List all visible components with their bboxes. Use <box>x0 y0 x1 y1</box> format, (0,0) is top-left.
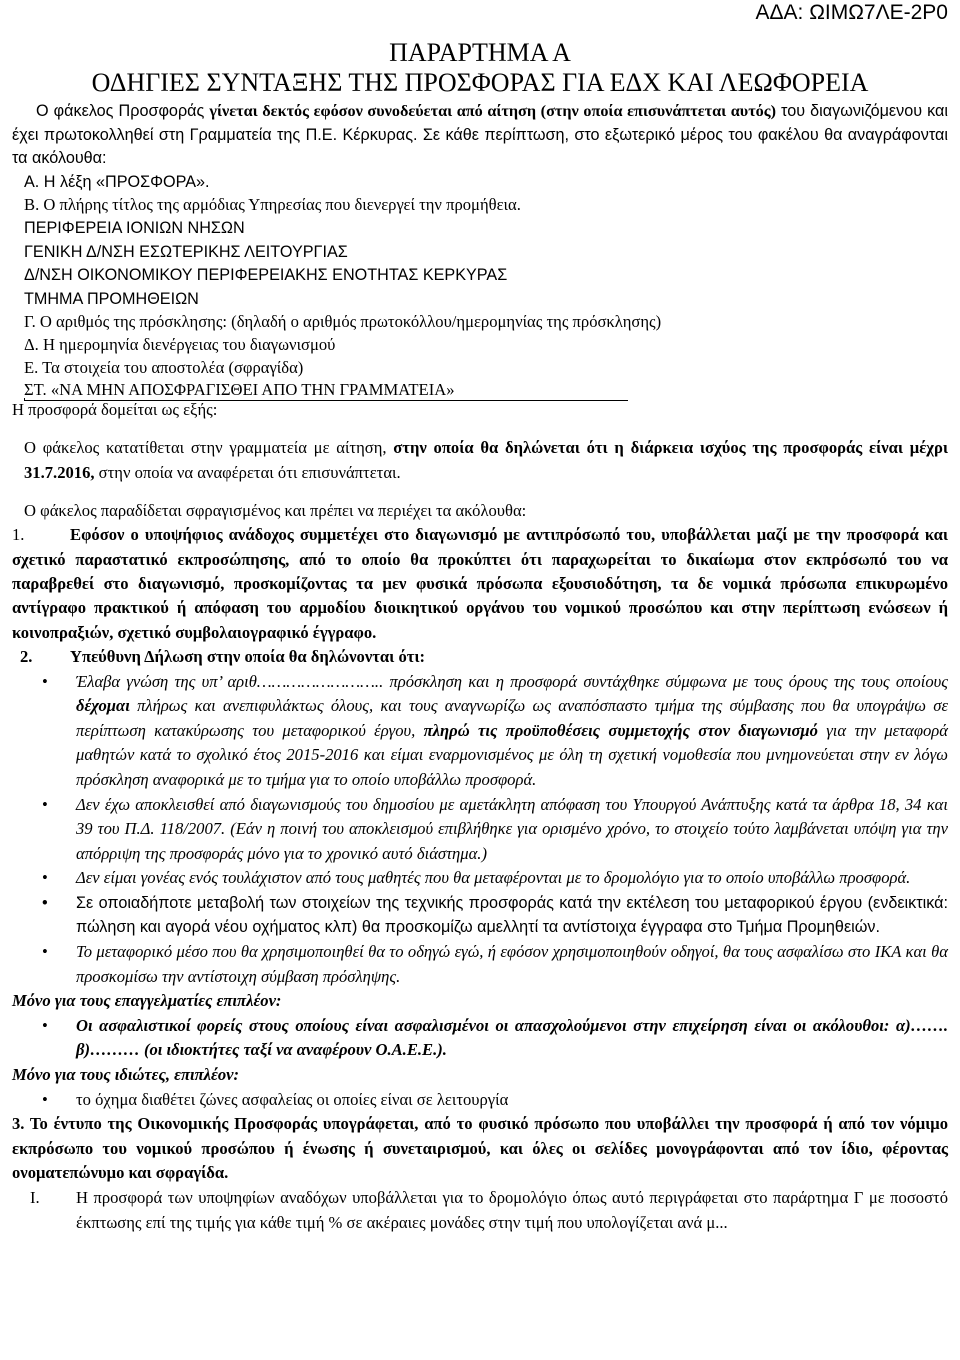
envelope-item-a: Α. Η λέξη «ΠΡΟΣΦΟΡΑ». <box>24 172 210 191</box>
delivery-line: Ο φάκελος παραδίδεται σφραγισμένος και πρέπει να περιέχει τα ακόλουθα: <box>24 500 527 520</box>
envelope-item-d: Δ. Η ημερομηνία διενέργειας του διαγωνισμού <box>24 334 336 354</box>
envelope-item-st: ΣΤ. «ΝΑ ΜΗΝ ΑΠΟΣΦΡΑΓΙΣΘΕΙ ΑΠΟ ΤΗΝ ΓΡΑΜΜΑΤΕΙΑ» <box>24 380 455 400</box>
item-3-paragraph: 3. Το έντυπο της Οικονομικής Προσφοράς υπογράφεται, από το φυσικό πρόσωπο που υποβάλλει την προσφορά ή από τον νόμιμο εκπρόσωπο του νομικού προσώπου ή ένωσης ή συνεταιρισμού, και όλες οι σελίδες μονογράφονται από τον ίδιο, φέροντας ονοματεπώνυμο και σφραγίδα. <box>12 1114 948 1183</box>
org-line-finance: Δ/ΝΣΗ ΟΙΚΟΝΟΜΙΚΟΥ ΠΕΡΙΦΕΡΕΙΑΚΗΣ ΕΝΟΤΗΤΑΣ ΚΕΡΚΥΡΑΣ <box>24 266 508 285</box>
submission-paragraph: Ο φάκελος κατατίθεται στην γραμματεία με αίτηση, στην οποία θα δηλώνεται ότι η διάρκεια ισχύος της προσφοράς είναι μέχρι 31.7.2016, στην οποία να αναφέρεται ότι επισυνάπτεται. <box>24 438 948 482</box>
declaration-bullet-1: • Έλαβα γνώση της υπ’ αριθ…………………….. πρόσκληση και η προσφορά συντάχθηκε σύμφωνα με τους όρους της τους οποίους δέχομαι πλήρως και ανεπιφυλάκτως όλους, και τους αναγνωρίζω ως αναπόσπαστο τμήμα της σύμβασης που θα υπογράψω σε περίπτωση κατακύρωσης του μεταφορικού έργου, πληρώ τις προϋποθέσεις συμμετοχής στον διαγωνισμό για την μεταφορά μαθητών κατά το σχολικό έτος 2015-2016 και είμαι εναρμονισμένος με όλη τη σχετική νομοθεσία που μνημονεύεται στην εν λόγω πρόσκληση αναφορικά με το τμήμα για το οποίο υποβάλλω προσφορά. <box>42 671 948 789</box>
declaration-bullet-5: • Το μεταφορικό μέσο που θα χρησιμοποιηθεί θα το οδηγώ εγώ, ή εφόσον χρησιμοποιηθούν οδηγοί, θα τους ασφαλίσω στο ΙΚΑ και θα προσκομίσω την αντίστοιχη σύμβαση πρόσληψης. <box>42 942 948 986</box>
envelope-item-g: Γ. Ο αριθμός της πρόσκλησης: (δηλαδή ο αριθμός πρωτοκόλλου/ημερομηνίας της πρόσκλησης) <box>24 312 662 332</box>
document-page <box>12 38 948 1235</box>
document-title: ΟΔΗΓΙΕΣ ΣΥΝΤΑΞΗΣ ΤΗΣ ΠΡΟΣΦΟΡΑΣ ΓΙΑ ΕΔΧ ΚΑΙ ΛΕΩΦΟΡΕΙΑ <box>91 68 869 97</box>
structure-line: Η προσφορά δομείται ως εξής: <box>12 399 218 419</box>
individuals-bullet: • το όχημα διαθέτει ζώνες ασφαλείας οι οποίες είναι σε λειτουργία <box>42 1089 509 1109</box>
roman-1-paragraph: Ι. Η προσφορά των υποψηφίων αναδόχων υποβάλλεται για το δρομολόγιο όπως αυτό περιγράφεται στο παράρτημα Γ με ποσοστό έκπτωσης επί της τιμής για κάθε τιμή % σε ακέραιες μονάδες στην τιμή που υπολογίζεται ανά μ... <box>30 1188 948 1232</box>
professionals-heading: Μόνο για τους επαγγελματίες επιπλέον: <box>12 991 282 1011</box>
professionals-bullet: • Οι ασφαλιστικοί φορείς στους οποίους είναι ασφαλισμένοι οι απασχολούμενοι στην επιχείρηση είναι οι ακόλουθοι: α)……. β)……… (οι ιδιοκτήτες ταξί να αναφέρουν Ο.Α.Ε.Ε.). <box>42 1015 948 1060</box>
individuals-heading: Μόνο για τους ιδιώτες, επιπλέον: <box>12 1065 240 1085</box>
envelope-item-e: Ε. Τα στοιχεία του αποστολέα (σφραγίδα) <box>24 357 304 377</box>
declaration-bullet-2: • Δεν έχω αποκλεισθεί από διαγωνισμούς του δημοσίου με αμετάκλητη απόφαση του Υπουργού Ανάπτυξης κατά τα άρθρα 18, 34 και 39 του Π.Δ. 118/2007. (Εάν η ποινή του αποκλεισμού επιβλήθηκε για ορισμένο χρόνο, το στοιχείο τούτο λαμβάνεται υπόψη για την απόρριψη της προσφοράς μόνο για το χρονικό αυτό διάστημα.) <box>42 794 948 863</box>
annex-title: ΠΑΡΑΡΤΗΜΑ Α <box>389 38 571 67</box>
envelope-item-b: Β. Ο πλήρης τίτλος της αρμόδιας Υπηρεσίας που διενεργεί την προμήθεια. <box>24 195 521 215</box>
org-line-directorate: ΓΕΝΙΚΗ Δ/ΝΣΗ ΕΣΩΤΕΡΙΚΗΣ ΛΕΙΤΟΥΡΓΙΑΣ <box>24 242 348 261</box>
declaration-bullet-4: • Σε οποιαδήποτε μεταβολή των στοιχείων της τεχνικής προσφοράς κατά την εκτέλεση του μεταφορικού έργου (ενδεικτικά: πώληση και αγορά νέου οχήματος κλπ) θα προσκομίζω αμελλητί τα αντίστοιχα έγγραφα στο Τμήμα Προμηθειών. <box>42 893 948 937</box>
org-line-region: ΠΕΡΙΦΕΡΕΙΑ ΙΟΝΙΩΝ ΝΗΣΩΝ <box>24 218 245 237</box>
ada-code: ΑΔΑ: ΩΙΜΩ7ΛΕ-2Ρ0 <box>755 1 948 24</box>
intro-paragraph: Ο φάκελος Προσφοράς γίνεται δεκτός εφόσον συνοδεύεται από αίτηση (στην οποία επισυνάπτεται αυτός) του διαγωνιζόμενου και έχει πρωτοκολληθεί στη Γραμματεία της Π.Ε. Κέρκυρας. Σε κάθε περίπτωση, στο εξωτερικό μέρος του φακέλου θα αναγράφονται τα ακόλουθα: <box>12 102 948 168</box>
declaration-bullet-3: • Δεν είμαι γονέας ενός τουλάχιστον από τους μαθητές που θα μεταφέρονται με το δρομολόγιο για το οποίο υποβάλλω προσφορά. <box>42 868 911 888</box>
org-line-department: ΤΜΗΜΑ ΠΡΟΜΗΘΕΙΩΝ <box>24 289 199 308</box>
item-1-paragraph: 1. Εφόσον ο υποψήφιος ανάδοχος συμμετέχει στο διαγωνισμό με αντιπρόσωπό του, υποβάλλεται μαζί με την προσφορά και σχετικό παραστατικό εκπροσώπησης, από το οποίο θα προκύπτει ότι παραχωρείται το δικαίωμα στον εκπρόσωπό του να παραβρεθεί στο διαγωνισμό, προσκομίζοντας τα μεν φυσικά πρόσωπα εξουσιοδότηση, τα δε νομικά πρόσωπα επικυρωμένο αντίγραφο πρακτικού ή απόφαση του αρμοδίου διοικητικού οργάνου του νομικού προσώπου και στην περίπτωση ενώσεων ή κοινοπραξιών, σχετικό συμβολαιογραφικό έγγραφο. <box>12 525 948 642</box>
item-2-heading: 2. Υπεύθυνη Δήλωση στην οποία θα δηλώνονται ότι: <box>20 647 426 667</box>
